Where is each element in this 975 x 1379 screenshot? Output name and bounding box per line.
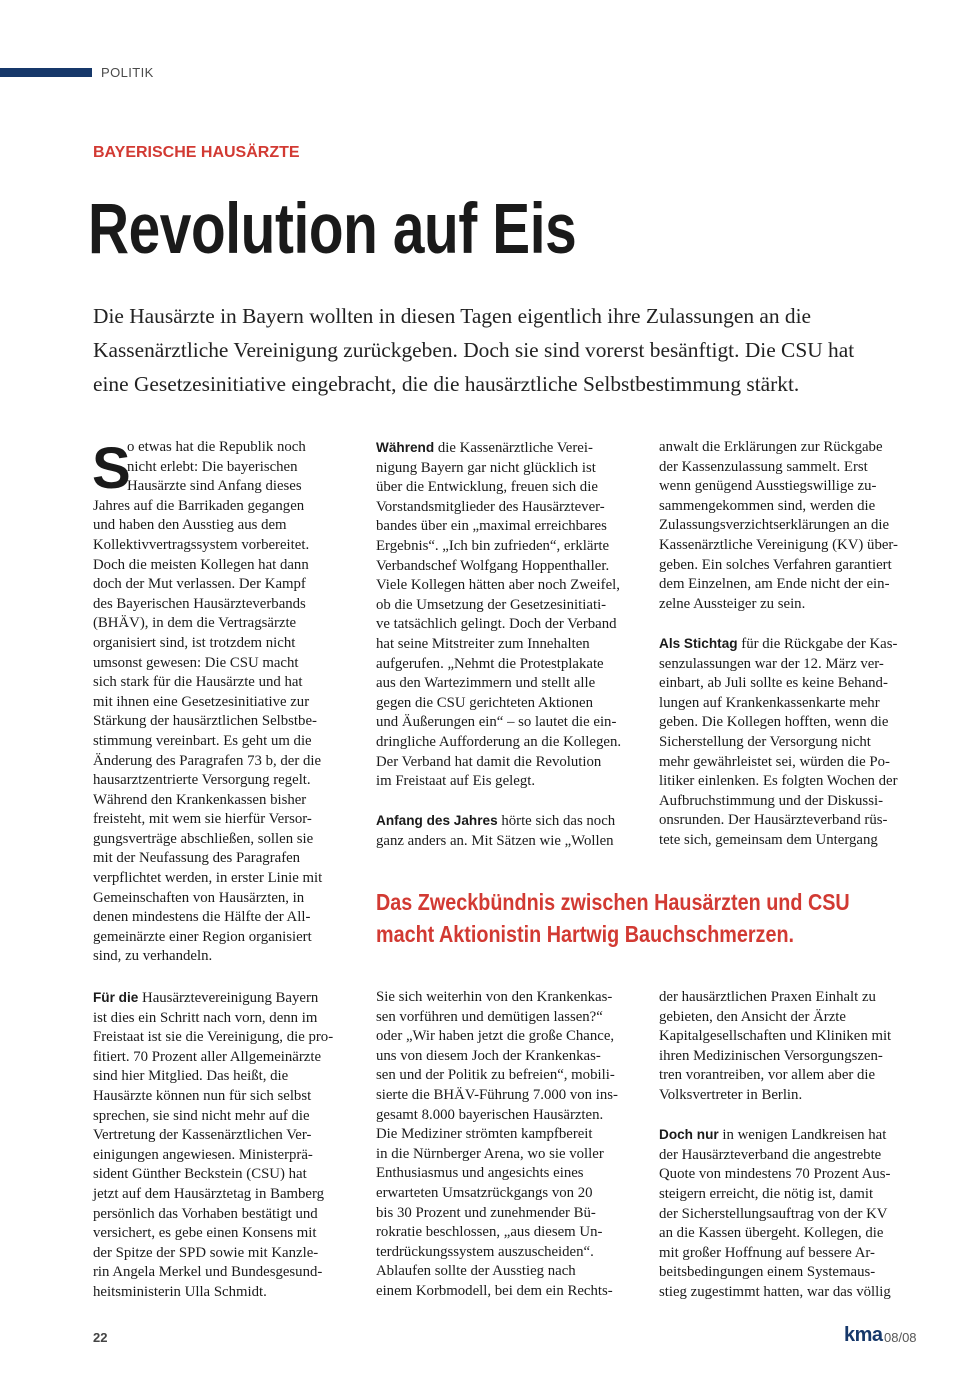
pull-quote-line: macht Aktionistin Hartwig Bauchschmerzen. <box>376 921 795 947</box>
lead-line: eine Gesetzesinitiative eingebracht, die die hausärztliche Selbstbestimmung stärkt. <box>93 372 800 396</box>
paragraph-body <box>376 459 632 792</box>
headline: Revolution auf Eis <box>88 190 577 269</box>
text-line: der Sicherstellungsauftrag von der KV <box>659 1205 888 1222</box>
text-line: freisteht, mit wem sie hierfür Versor- <box>93 811 312 828</box>
text-line: rokratie beschlossen, „aus diesem Un- <box>376 1224 603 1241</box>
issue-number: 08/08 <box>884 1330 917 1345</box>
text-line: einigungen angewiesen. Ministerprä- <box>93 1146 313 1163</box>
text-line: dringliche Aufforderung an die Kollegen. <box>376 733 622 750</box>
text-line: der hausärztlichen Praxen Einhalt zu <box>659 989 876 1005</box>
text-line: geben. Ein solches Verfahren garantiert <box>659 556 892 573</box>
text-line: gegen die CSU gerichteten Aktionen <box>376 694 593 711</box>
text-line: hat seine Mitstreiter zum Innehalten <box>376 635 590 652</box>
column-2-bottom <box>376 988 632 1302</box>
paragraph-first-line: Als Stichtag für die Rückgabe der Kas- <box>659 635 898 652</box>
text-line: im Freistaat auf Eis gelegt. <box>376 773 536 790</box>
text-line: nicht erlebt: Die bayerischen <box>127 458 298 475</box>
text-line: Hausärzte sind Anfang dieses <box>127 478 302 495</box>
text-line: fitiert. 70 Prozent aller Allgemeinärzte <box>93 1048 322 1065</box>
text-line: einem Korbmodell, bei dem ein Rechts- <box>376 1282 613 1299</box>
text-line: anwalt die Erklärungen zur Rückgabe <box>659 439 883 455</box>
paragraph-body <box>659 655 915 851</box>
text-line: Kassenärztliche Vereinigung (KV) über- <box>659 536 898 553</box>
text-line: hausarztzentrierte Versorgung regelt. <box>93 772 311 789</box>
text-line: senzulassungen war der 12. März ver- <box>659 655 884 672</box>
text-line: gebieten, den Ansicht der Ärzte <box>659 1008 846 1025</box>
text-line: sen vorführen und demütigen lassen?“ <box>376 1008 603 1025</box>
text-line: rin Angela Merkel und Bundesgesund- <box>93 1264 323 1281</box>
text-line: über die Entwicklung, freuen sich die <box>376 479 598 496</box>
text-line: einbart, ab Juli sollte es keine Behand- <box>659 675 888 692</box>
text-line: organisiert sind, ist trotzdem nicht <box>93 634 296 651</box>
paragraph-first-line: Für die Hausärztevereinigung Bayern <box>93 990 319 1006</box>
paragraph-body <box>376 832 632 852</box>
text-line: aus den Wartezimmern und stellt alle <box>376 675 596 692</box>
text-line: Kollektivvertragssystem vorbereitet. <box>93 536 310 553</box>
paragraph-lead-in: Als Stichtag <box>659 635 738 651</box>
text-line: Doch die meisten Kollegen hat dann <box>93 556 309 573</box>
text-line: bis 30 Prozent und zunehmender Bü- <box>376 1204 596 1221</box>
text-line: sierte die BHÄV-Führung 7.000 von ins- <box>376 1086 618 1103</box>
text-line: nigung Bayern gar nicht glücklich ist <box>376 459 596 476</box>
lead-paragraph <box>93 299 933 401</box>
text-line: o etwas hat die Republik noch <box>127 439 306 455</box>
lead-line: Kassenärztliche Vereinigung zurückgeben. Doch sie sind vorerst besänftigt. Die CSU hat <box>93 338 855 362</box>
text-line: doch der Mut verlassen. Der Kampf <box>93 576 306 593</box>
text-line: der Spitze der SPD sowie mit Kanzle- <box>93 1244 319 1261</box>
text-line: der Kassenzulassung sammelt. Erst <box>659 458 868 475</box>
text-line: wenn genügend Ausstiegswillige zu- <box>659 478 877 495</box>
kicker: BAYERISCHE HAUSÄRZTE <box>93 144 300 161</box>
text-line: denen mindestens die Hälfte der All- <box>93 909 311 926</box>
pull-quote-line: Das Zweckbündnis zwischen Hausärzten und CSU <box>376 889 850 915</box>
text-line: lungen auf Krankenkassenkarte mehr <box>659 694 880 711</box>
text-line: mit großer Hoffnung auf bessere Ar- <box>659 1244 875 1261</box>
text-line: (BHÄV), in dem die Vertragsärzte <box>93 615 297 632</box>
text-line: mehr gewährleistet sei, würden die Po- <box>659 753 890 770</box>
text-line: Die Mediziner strömten kampfbereit <box>376 1126 593 1143</box>
text-line: an die Kassen übergeht. Kollegen, die <box>659 1225 884 1242</box>
text-line: verpflichtet werden, in erster Linie mit <box>93 870 323 887</box>
paragraph-lead-in: Anfang des Jahres <box>376 813 498 829</box>
text-line: Änderung des Paragrafen 73 b, der die <box>93 752 322 769</box>
text-line: Jahres auf die Barrikaden gegangen <box>93 497 305 514</box>
text-line: sammengekommen sind, werden die <box>659 497 876 514</box>
text-line: mit ihnen eine Gesetzesinitiative zur <box>93 693 310 710</box>
text-line: Zulassungsverzichtserklärungen an die <box>659 517 890 534</box>
text-line: und Äußerungen ein“ – so lautet die ein- <box>376 714 617 731</box>
text-line: Volksvertreter in Berlin. <box>659 1086 803 1103</box>
text-line: gesamt 8.000 bayerischen Hausärzten. <box>376 1106 604 1123</box>
paragraph-first-line: Während die Kassenärztliche Verei- <box>376 440 593 456</box>
text-line: stimmung vereinbart. Es geht um die <box>93 732 312 749</box>
text-line: Freistaat ist sie die Vereinigung, die pro- <box>93 1029 334 1046</box>
paragraph-body <box>93 1009 349 1303</box>
section-color-bar <box>0 68 92 77</box>
text-line: heitsministerin Ulla Schmidt. <box>93 1283 267 1300</box>
column-3-bottom <box>659 988 915 1303</box>
drop-cap: S <box>92 436 131 501</box>
text-line: gemeinärzte einer Region organisiert <box>93 928 312 945</box>
text-line: Quote von mindestens 70 Prozent Aus- <box>659 1166 891 1183</box>
column-1-top <box>93 438 349 967</box>
text-line: ihren Medizinischen Versorgungszen- <box>659 1047 883 1064</box>
text-line: Vorstandsmitglieder des Hausärztever- <box>376 498 605 515</box>
text-line: uns von diesem Joch der Krankenkas- <box>376 1047 601 1064</box>
text-line: tete sich, gemeinsam dem Untergang <box>659 831 878 848</box>
text-line: gungsverträge abschließen, sollen sie <box>93 830 314 847</box>
text-line: steigern erreicht, die nötig ist, damit <box>659 1185 874 1202</box>
text-line: umsonst gewesen: Die CSU macht <box>93 654 299 671</box>
text-line: sen und der Politik zu befreien“, mobili- <box>376 1067 615 1084</box>
text-line: stieg zugestimmt hatten, war das völlig <box>659 1283 891 1300</box>
text-line: jetzt auf dem Hausärztetag in Bamberg <box>93 1185 325 1202</box>
text-line: Sie sich weiterhin von den Krankenkas- <box>376 989 613 1005</box>
magazine-logo: kma <box>844 1324 883 1346</box>
text-line: Während den Krankenkassen bisher <box>93 791 307 808</box>
paragraph-body <box>659 1146 915 1303</box>
text-line: sich stark für die Hausärzte und hat <box>93 674 303 691</box>
paragraph-body <box>659 988 915 1106</box>
text-line: Ergebnis“. „Ich bin zufrieden“, erklärte <box>376 537 610 554</box>
column-3-top <box>659 438 915 850</box>
paragraph-body <box>659 438 915 614</box>
text-line: in die Nürnberger Arena, wo sie voller <box>376 1145 604 1162</box>
text-line: Gemeinschaften von Hausärzten, in <box>93 889 305 906</box>
text-line: sprechen, sie sind nicht mehr auf die <box>93 1107 310 1124</box>
text-line: Enthusiasmus und angesichts eines <box>376 1165 584 1182</box>
text-line: terdrückungssystem auszuscheiden“. <box>376 1243 594 1260</box>
text-line: Viele Kollegen hätten aber noch Zweifel, <box>376 577 620 594</box>
text-line: ob die Umsetzung der Gesetzesinitiati- <box>376 596 607 613</box>
paragraph-first-line: Doch nur in wenigen Landkreisen hat <box>659 1127 887 1144</box>
text-line: dem Einzelnen, am Ende nicht der ein- <box>659 576 890 593</box>
text-line: zelne Aussteiger zu sein. <box>659 595 806 612</box>
text-line: geben. Die Kollegen hofften, wenn die <box>659 714 889 731</box>
section-label: POLITIK <box>101 65 154 80</box>
text-line: Aufbruchstimmung und der Diskussi- <box>659 792 883 809</box>
paragraph-lead-in: Während <box>376 440 435 455</box>
text-line: aufgerufen. „Nehmt die Protestplakate <box>376 655 604 672</box>
text-line: versichert, es gebe einen Konsens mit <box>93 1225 317 1242</box>
text-line: Hausärzte können nun für sich selbst <box>93 1087 312 1104</box>
text-line: der Hausärzteverband die angestrebte <box>659 1146 882 1163</box>
text-line: litiker einlenken. Es folgten Wochen der <box>659 773 898 790</box>
text-line: Der Verband hat damit die Revolution <box>376 753 602 770</box>
text-line: sind hier Mitglied. Das heißt, die <box>93 1068 289 1085</box>
text-line: persönlich das Vorhaben bestätigt und <box>93 1205 318 1222</box>
text-line: Vertretung der Kassenärztlichen Ver- <box>93 1127 312 1144</box>
text-line: ganz anders an. Mit Sätzen wie „Wollen <box>376 832 614 849</box>
text-line: Kapitalgesellschaften und Kliniken mit <box>659 1028 892 1045</box>
text-line: tren vorantreiben, vor allem aber die <box>659 1067 876 1084</box>
pull-quote <box>376 886 850 950</box>
page-number: 22 <box>93 1330 108 1345</box>
text-line: Sicherstellung der Versorgung nicht <box>659 733 871 750</box>
text-line: und haben den Ausstieg aus dem <box>93 517 287 534</box>
text-line: sind, zu verhandeln. <box>93 948 213 965</box>
text-line: Ablaufen sollte der Ausstieg nach <box>376 1263 576 1280</box>
text-line: ist dies ein Schritt nach vorn, denn im <box>93 1009 318 1026</box>
paragraph-lead-in: Doch nur <box>659 1127 719 1143</box>
text-line: ve tatsächlich gelingt. Doch der Verband <box>376 616 617 633</box>
lead-line: Die Hausärzte in Bayern wollten in diesen Tagen eigentlich ihre Zulassungen an die <box>93 304 812 328</box>
paragraph-lead-in: Für die <box>93 990 139 1005</box>
text-line: Verbandschef Wolfgang Hoppenthaller. <box>376 557 610 574</box>
text-line: beitsbedingungen einem Systemaus- <box>659 1264 876 1281</box>
text-line: erwarteten Umsatzrückgangs von 20 <box>376 1184 593 1201</box>
text-line: mit der Neufassung des Paragrafen <box>93 850 301 867</box>
column-2-top <box>376 438 632 851</box>
text-line: onsrunden. Der Hausärzteverband rüs- <box>659 812 888 829</box>
text-line: des Bayerischen Hausärzteverbands <box>93 595 306 612</box>
column-1-bottom <box>93 988 349 1303</box>
text-line: bandes über ein „maximal erreichbares <box>376 518 607 535</box>
paragraph-first-line: Anfang des Jahres hörte sich das noch <box>376 813 616 830</box>
text-line: Stärkung der hausärztlichen Selbstbe- <box>93 713 317 730</box>
text-line: oder „Wir haben jetzt die große Chance, <box>376 1028 615 1045</box>
text-line: sident Günther Beckstein (CSU) hat <box>93 1166 307 1183</box>
